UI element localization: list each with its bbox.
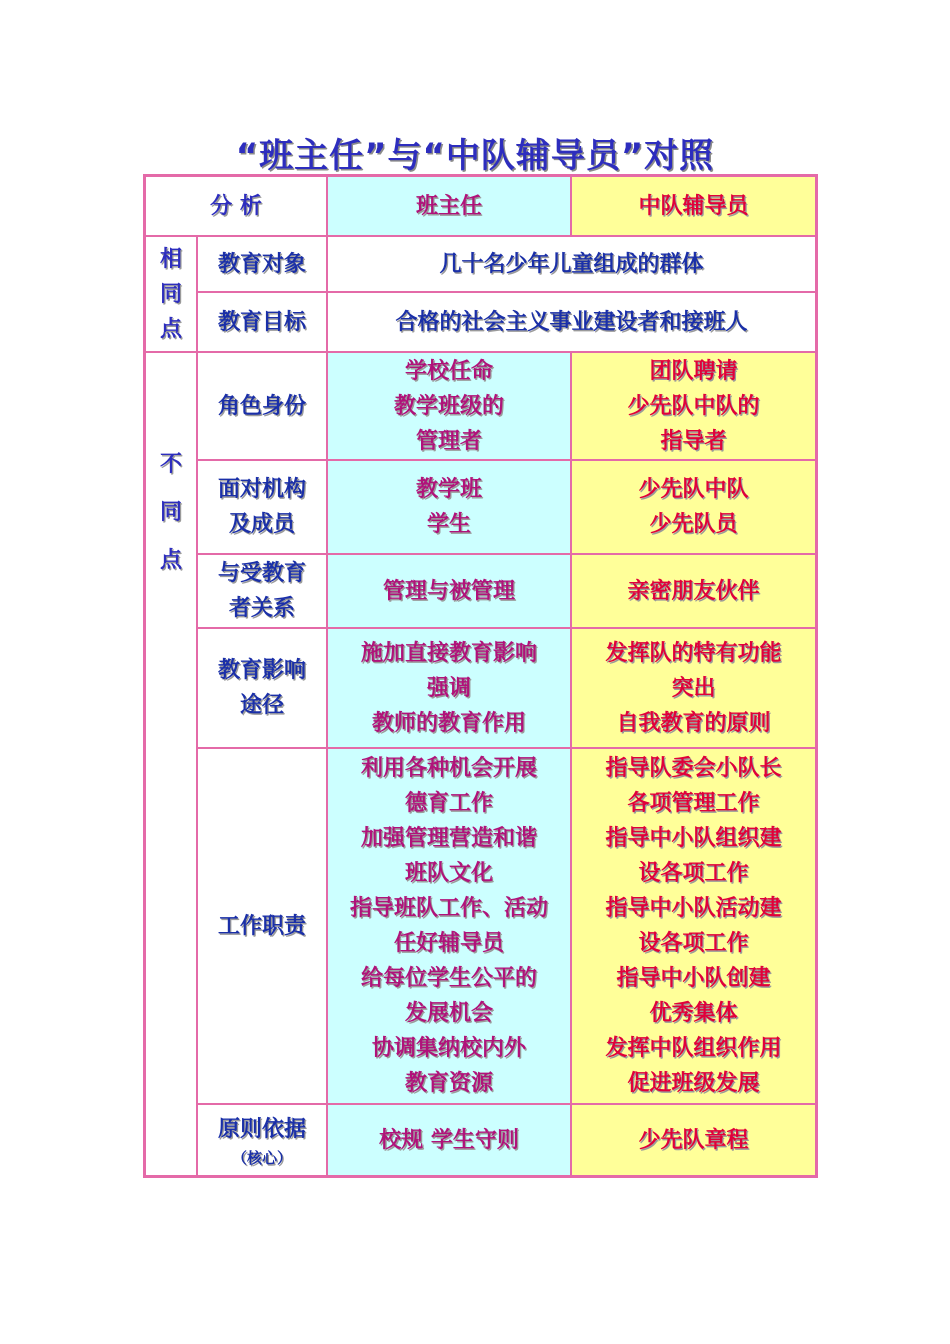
table-row xyxy=(145,748,816,1104)
aspect-cell: 原则依据 （核心） xyxy=(197,1104,327,1176)
counselor-cell: 少先队章程 xyxy=(571,1104,816,1176)
aspect-cell: 与受教育 者关系 xyxy=(197,554,327,628)
teacher-cell: 管理与被管理 xyxy=(327,554,571,628)
teacher-cell: 学校任命 教学班级的 管理者 xyxy=(327,352,571,460)
teacher-cell: 利用各种机会开展 德育工作 加强管理营造和谐 班队文化 指导班队工作、活动 任好辅导员 给每位学生公平的 发展机会 协调集纳校内外 教育资源 xyxy=(327,748,571,1104)
aspect-cell: 角色身份 xyxy=(197,352,327,460)
table-row xyxy=(145,352,816,460)
counselor-cell: 团队聘请 少先队中队的 指导者 xyxy=(571,352,816,460)
shared-cell: 合格的社会主义事业建设者和接班人 xyxy=(327,292,816,352)
aspect-cell: 教育影响 途径 xyxy=(197,628,327,748)
table-row xyxy=(145,554,816,628)
table-row xyxy=(145,1104,816,1176)
aspect-cell: 教育对象 xyxy=(197,236,327,292)
group-label-different: 不 同 点 xyxy=(145,352,197,1176)
aspect-cell: 工作职责 xyxy=(197,748,327,1104)
comparison-table xyxy=(143,174,818,1178)
page-title: “班主任”与“中队辅导员”对照 xyxy=(235,136,715,176)
table-row xyxy=(145,292,816,352)
table-row xyxy=(145,628,816,748)
aspect-cell: 教育目标 xyxy=(197,292,327,352)
table-row xyxy=(145,236,816,292)
header-teacher: 班主任 xyxy=(327,176,571,236)
header-analysis: 分 析 xyxy=(145,176,327,236)
teacher-cell: 校规 学生守则 xyxy=(327,1104,571,1176)
counselor-cell: 指导队委会小队长 各项管理工作 指导中小队组织建 设各项工作 指导中小队活动建 设各项工作 指导中小队创建 优秀集体 发挥中队组织作用 促进班级发展 xyxy=(571,748,816,1104)
group-label-same: 相 同 点 xyxy=(145,236,197,352)
header-counselor: 中队辅导员 xyxy=(571,176,816,236)
aspect-cell: 面对机构 及成员 xyxy=(197,460,327,554)
header-row xyxy=(145,176,816,236)
shared-cell: 几十名少年儿童组成的群体 xyxy=(327,236,816,292)
counselor-cell: 亲密朋友伙伴 xyxy=(571,554,816,628)
counselor-cell: 发挥队的特有功能 突出 自我教育的原则 xyxy=(571,628,816,748)
table-row xyxy=(145,460,816,554)
aspect-note: （核心） xyxy=(232,1148,293,1167)
counselor-cell: 少先队中队 少先队员 xyxy=(571,460,816,554)
teacher-cell: 教学班 学生 xyxy=(327,460,571,554)
teacher-cell: 施加直接教育影响 强调 教师的教育作用 xyxy=(327,628,571,748)
